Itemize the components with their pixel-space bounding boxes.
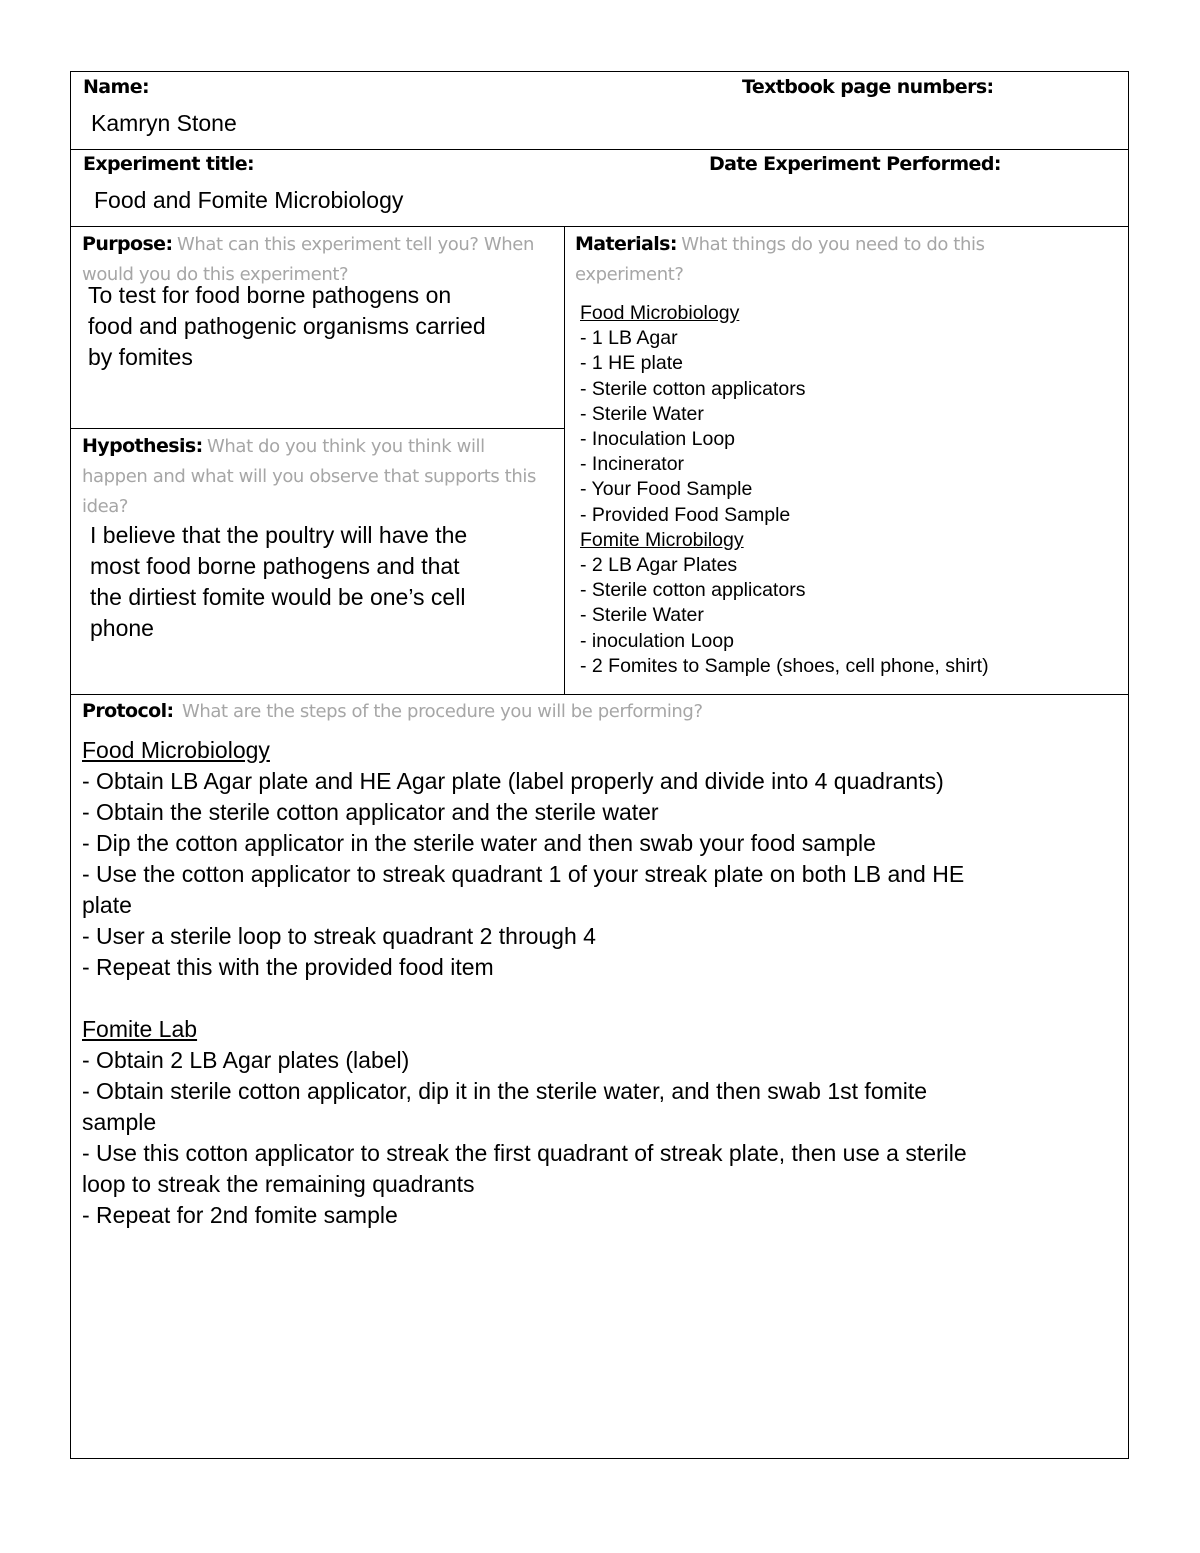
purpose-line: To test for food borne pathogens on	[88, 282, 452, 308]
hypothesis-line: phone	[90, 615, 154, 641]
protocol-line: - Dip the cotton applicator in the sterile water and then swab your food sample	[82, 830, 876, 856]
materials-item: - 2 Fomites to Sample (shoes, cell phone, shirt)	[580, 654, 989, 677]
materials-header	[575, 230, 985, 289]
textbook-pages-label: Textbook page numbers:	[742, 76, 994, 98]
protocol-spacer	[82, 983, 1112, 1014]
hypothesis-cell	[71, 429, 564, 695]
hypothesis-line: I believe that the poultry will have the	[90, 522, 468, 548]
protocol-label: Protocol:	[82, 700, 174, 722]
materials-hint-cont: experiment?	[575, 264, 684, 285]
hypothesis-answer[interactable]	[90, 520, 467, 644]
materials-item: - 1 HE plate	[580, 352, 683, 375]
experiment-title-label: Experiment title:	[83, 153, 254, 175]
materials-label: Materials:	[575, 233, 677, 255]
materials-item: - Sterile Water	[580, 402, 704, 425]
experiment-title-value[interactable]: Food and Fomite Microbiology	[94, 187, 404, 213]
protocol-line: - Repeat this with the provided food item	[82, 954, 494, 980]
materials-list[interactable]	[580, 301, 989, 679]
name-label: Name:	[83, 76, 150, 98]
materials-item: - Sterile Water	[580, 604, 704, 627]
protocol-header	[82, 697, 703, 727]
materials-item: - Sterile cotton applicators	[580, 579, 806, 602]
protocol-line: - Use this cotton applicator to streak the first quadrant of streak plate, then use a sterile	[82, 1140, 967, 1166]
protocol-cell	[71, 695, 1128, 1458]
protocol-body[interactable]	[82, 735, 1112, 1231]
materials-item: - 2 LB Agar Plates	[580, 554, 738, 577]
hypothesis-line: most food borne pathogens and that	[90, 553, 460, 579]
protocol-fomite-heading: Fomite Lab	[82, 1016, 198, 1042]
materials-cell	[565, 227, 1128, 694]
protocol-line: - Obtain LB Agar plate and HE Agar plate (label properly and divide into 4 quadrants)	[82, 768, 944, 794]
materials-fomite-heading: Fomite Microbilogy	[580, 528, 744, 551]
middle-section	[71, 227, 1128, 695]
hypothesis-header	[82, 432, 552, 522]
purpose-label: Purpose:	[82, 233, 173, 255]
protocol-line: - Obtain the sterile cotton applicator and the sterile water	[82, 799, 659, 825]
protocol-line: loop to streak the remaining quadrants	[82, 1171, 475, 1197]
date-performed-label: Date Experiment Performed:	[709, 153, 1001, 175]
hypothesis-line: the dirtiest fomite would be one’s cell	[90, 584, 466, 610]
materials-item: - Provided Food Sample	[580, 503, 791, 526]
protocol-line: - Obtain sterile cotton applicator, dip it in the sterile water, and then swab 1st fomite	[82, 1078, 928, 1104]
hypothesis-label: Hypothesis:	[82, 435, 203, 457]
protocol-line: sample	[82, 1109, 157, 1135]
materials-item: - Your Food Sample	[580, 478, 753, 501]
materials-item: - Inoculation Loop	[580, 428, 736, 451]
protocol-line: - Repeat for 2nd fomite sample	[82, 1202, 398, 1228]
hypothesis-hint: What do you think you think will happen and what will you observe that supports this idea?	[82, 436, 536, 517]
name-value[interactable]: Kamryn Stone	[91, 110, 237, 136]
protocol-line: plate	[82, 892, 132, 918]
protocol-line: - Obtain 2 LB Agar plates (label)	[82, 1047, 410, 1073]
materials-food-heading: Food Microbiology	[580, 302, 740, 324]
materials-item: - Incinerator	[580, 453, 685, 476]
purpose-line: food and pathogenic organisms carried	[88, 313, 486, 339]
lab-report-form	[70, 71, 1129, 1459]
name-row	[71, 72, 1128, 150]
materials-item: - 1 LB Agar	[580, 327, 678, 350]
materials-item: - inoculation Loop	[580, 629, 734, 652]
purpose-cell	[71, 227, 564, 429]
protocol-hint: What are the steps of the procedure you will be performing?	[181, 701, 703, 722]
protocol-line: - User a sterile loop to streak quadrant 2 through 4	[82, 923, 596, 949]
materials-item: - Sterile cotton applicators	[580, 377, 806, 400]
purpose-hint: What can this experiment tell you? When would you do this experiment?	[82, 234, 534, 285]
protocol-food-heading: Food Microbiology	[82, 737, 270, 763]
title-row	[71, 150, 1128, 227]
materials-hint: What things do you need to do this	[681, 234, 985, 255]
purpose-answer[interactable]	[88, 280, 486, 373]
protocol-line: - Use the cotton applicator to streak quadrant 1 of your streak plate on both LB and HE	[82, 861, 965, 887]
purpose-line: by fomites	[88, 344, 193, 370]
